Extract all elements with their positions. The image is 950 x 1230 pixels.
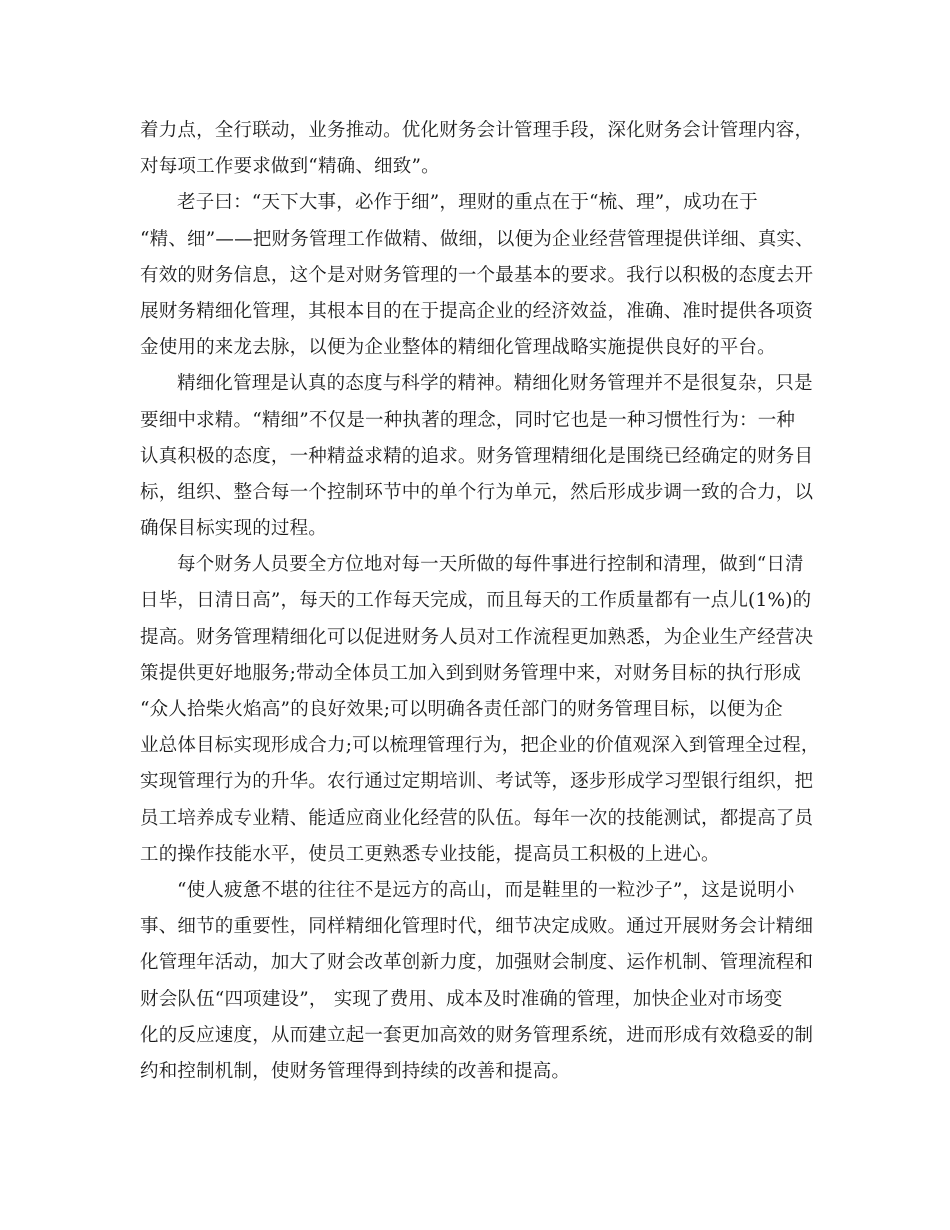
text-line: “使人疲惫不堪的往往不是远方的高山，而是鞋里的一粒沙子”，这是说明小 bbox=[177, 879, 795, 901]
text-line: “众人拾柴火焰高”的良好效果;可以明确各责任部门的财务管理目标，以便为企 bbox=[140, 699, 783, 720]
text-line: 精细化管理是认真的态度与科学的精神。精细化财务管理并不是很复杂，只是 bbox=[177, 373, 813, 395]
text-line: 化管理年活动，加大了财会改革创新力度，加强财会制度、运作机制、管理流程和 bbox=[140, 952, 814, 974]
text-line: 工的操作技能水平，使员工更熟悉专业技能，提高员工积极的上进心。 bbox=[140, 843, 720, 865]
text-line: 标，组织、整合每一个控制环节中的单个行为单元，然后形成步调一致的合力，以 bbox=[140, 481, 814, 503]
text-line: 实现管理行为的升华。农行通过定期培训、考试等，逐步形成学习型银行组织，把 bbox=[140, 771, 814, 793]
text-line: 事、细节的重要性，同样精细化管理时代，细节决定成败。通过开展财务会计精细 bbox=[140, 916, 814, 938]
text-line: 约和控制机制，使财务管理得到持续的改善和提高。 bbox=[140, 1060, 571, 1082]
text-line: 日毕，日清日高”，每天的工作每天完成，而且每天的工作质量都有一点儿(1%)的 bbox=[140, 590, 812, 612]
text-line: “精、细”——把财务管理工作做精、做细，以便为企业经营管理提供详细、真实、 bbox=[140, 228, 814, 250]
text-line: 提高。财务管理精细化可以促进财务人员对工作流程更加熟悉，为企业生产经营决 bbox=[140, 626, 814, 648]
text-line: 老子曰：“天下大事，必作于细”，理财的重点在于“梳、理”，成功在于 bbox=[177, 192, 758, 214]
paragraph-5 bbox=[140, 873, 830, 1090]
text-line: 化的反应速度，从而建立起一套更加高效的财务管理系统，进而形成有效稳妥的制 bbox=[140, 1024, 814, 1046]
text-line: 认真积极的态度，一种精益求精的追求。财务管理精细化是围绕已经确定的财务目 bbox=[140, 445, 814, 467]
paragraph-3 bbox=[140, 366, 830, 547]
paragraph-4 bbox=[140, 547, 830, 873]
text-line: 展财务精细化管理，其根本目的在于提高企业的经济效益，准确、准时提供各项资 bbox=[140, 300, 814, 322]
text-line: 有效的财务信息，这个是对财务管理的一个最基本的要求。我行以积极的态度去开 bbox=[140, 264, 814, 286]
text-line: 每个财务人员要全方位地对每一天所做的每件事进行控制和清理，做到“日清 bbox=[177, 554, 804, 576]
paragraph-2 bbox=[140, 185, 830, 366]
text-line: 财会队伍“四项建设”， 实现了费用、成本及时准确的管理，加快企业对市场变 bbox=[140, 988, 783, 1010]
text-line: 金使用的来龙去脉，以便为企业整体的精细化管理战略实施提供良好的平台。 bbox=[140, 337, 776, 359]
paragraph-1 bbox=[140, 113, 830, 185]
text-line: 员工培养成专业精、能适应商业化经营的队伍。每年一次的技能测试，都提高了员 bbox=[140, 807, 814, 829]
text-line: 策提供更好地服务;带动全体员工加入到到财务管理中来，对财务目标的执行形成 bbox=[140, 662, 801, 684]
text-line: 确保目标实现的过程。 bbox=[140, 518, 328, 540]
text-line: 业总体目标实现形成合力;可以梳理管理行为，把企业的价值观深入到管理全过程， bbox=[140, 735, 820, 757]
document-body bbox=[140, 113, 830, 1090]
text-line: 要细中求精。“精细”不仅是一种执著的理念，同时它也是一种习惯性行为：一种 bbox=[140, 409, 796, 431]
text-line: 着力点，全行联动，业务推动。优化财务会计管理手段，深化财务会计管理内容， bbox=[140, 120, 814, 141]
text-line: 对每项工作要求做到“精确、细致”。 bbox=[140, 156, 440, 178]
